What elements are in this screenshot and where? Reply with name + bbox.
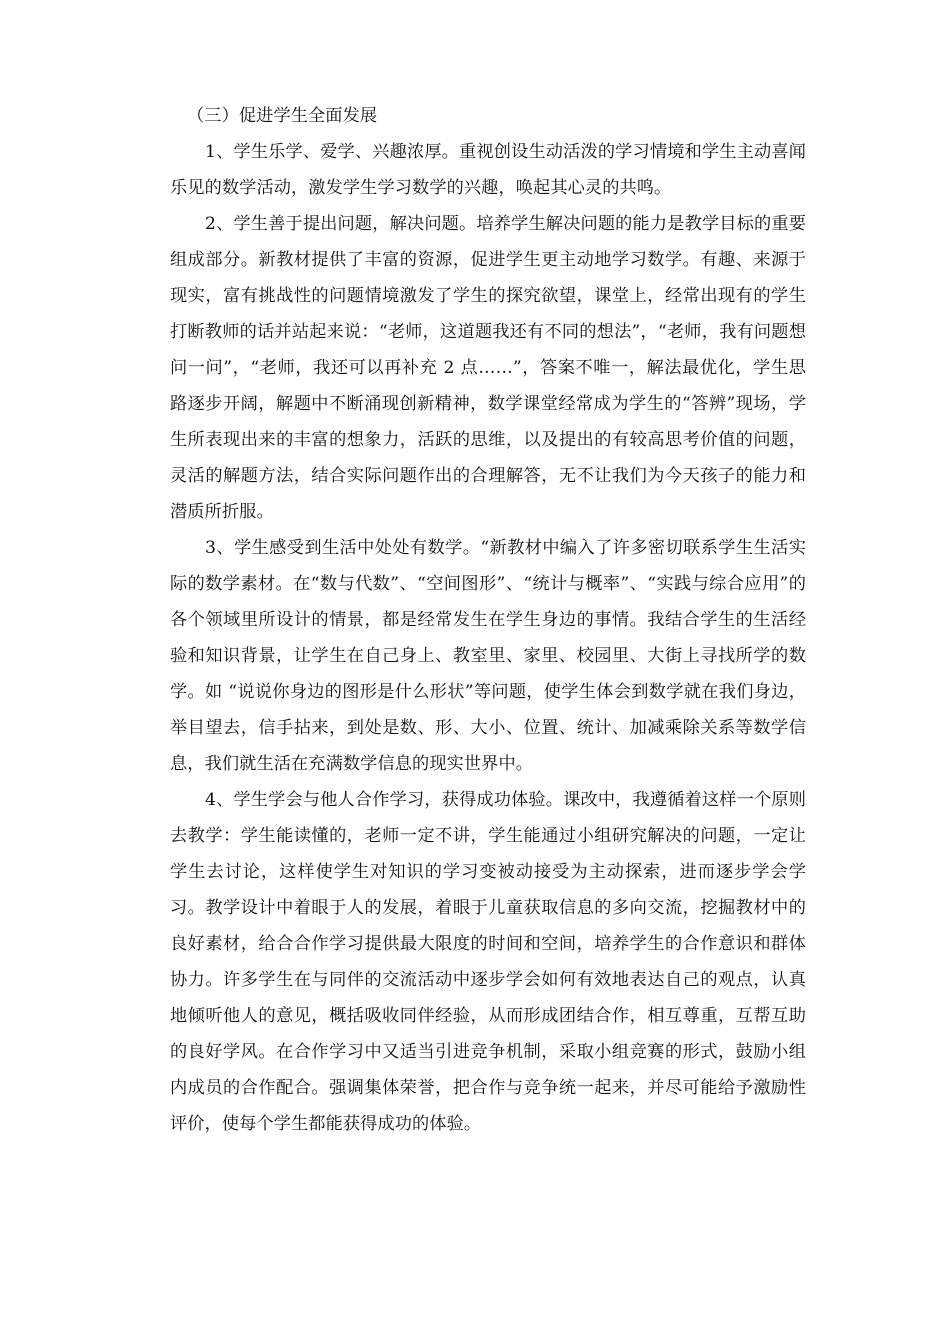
document-body [170,98,806,1142]
paragraph-2: 2、学生善于提出问题，解决问题。培养学生解决问题的能力是教学目标的重要组成部分。新教材提供了丰富的资源，促进学生更主动地学习数学。有趣、来源于现实，富有挑战性的问题情境激发了学生的探究欲望，课堂上，经常出现有的学生打断教师的话并站起来说：“老师，这道题我还有不同的想法”，“老师，我有问题想问一问”，“老师，我还可以再补充 2 点……”，答案不唯一，解法最优化，学生思路逐步开阔，解题中不断涌现创新精神，数学课堂经常成为学生的“答辨”现场，学生所表现出来的丰富的想象力，活跃的思维，以及提出的有较高思考价值的问题，灵活的解题方法，结合实际问题作出的合理解答，无不让我们为今天孩子的能力和潜质所折服。 [170,214,806,522]
section-heading: （三）促进学生全面发展 [187,106,378,126]
paragraph-1: 1、学生乐学、爱学、兴趣浓厚。重视创设生动活泼的学习情境和学生主动喜闻乐见的数学活动，激发学生学习数学的兴趣，唤起其心灵的共鸣。 [170,142,806,198]
paragraph-3: 3、学生感受到生活中处处有数学。“新教材中编入了许多密切联系学生生活实际的数学素材。在“数与代数”、“空间图形”、“统计与概率”、“实践与综合应用”的各个领域里所设计的情景，都是经常发生在学生身边的事情。我结合学生的生活经验和知识背景，让学生在自己身上、教室里、家里、校园里、大街上寻找所学的数学。如 “说说你身边的图形是什么形状”等问题，使学生体会到数学就在我们身边，举目望去，信手拈来，到处是数、形、大小、位置、统计、加减乘除关系等数学信息，我们就生活在充满数学信息的现实世界中。 [170,538,806,774]
paragraph-4: 4、学生学会与他人合作学习，获得成功体验。课改中，我遵循着这样一个原则去教学：学生能读懂的，老师一定不讲，学生能通过小组研究解决的问题，一定让学生去讨论，这样使学生对知识的学习变被动接受为主动探索，进而逐步学会学习。教学设计中着眼于人的发展，着眼于儿童获取信息的多向交流，挖掘教材中的良好素材，给合合作学习提供最大限度的时间和空间，培养学生的合作意识和群体协力。许多学生在与同伴的交流活动中逐步学会如何有效地表达自己的观点，认真地倾听他人的意见，概括吸收同伴经验，从而形成团结合作，相互尊重，互帮互助的良好学风。在合作学习中又适当引进竞争机制，采取小组竞赛的形式，鼓励小组内成员的合作配合。强调集体荣誉，把合作与竞争统一起来，并尽可能给予激励性评价，使每个学生都能获得成功的体验。 [170,790,806,1134]
